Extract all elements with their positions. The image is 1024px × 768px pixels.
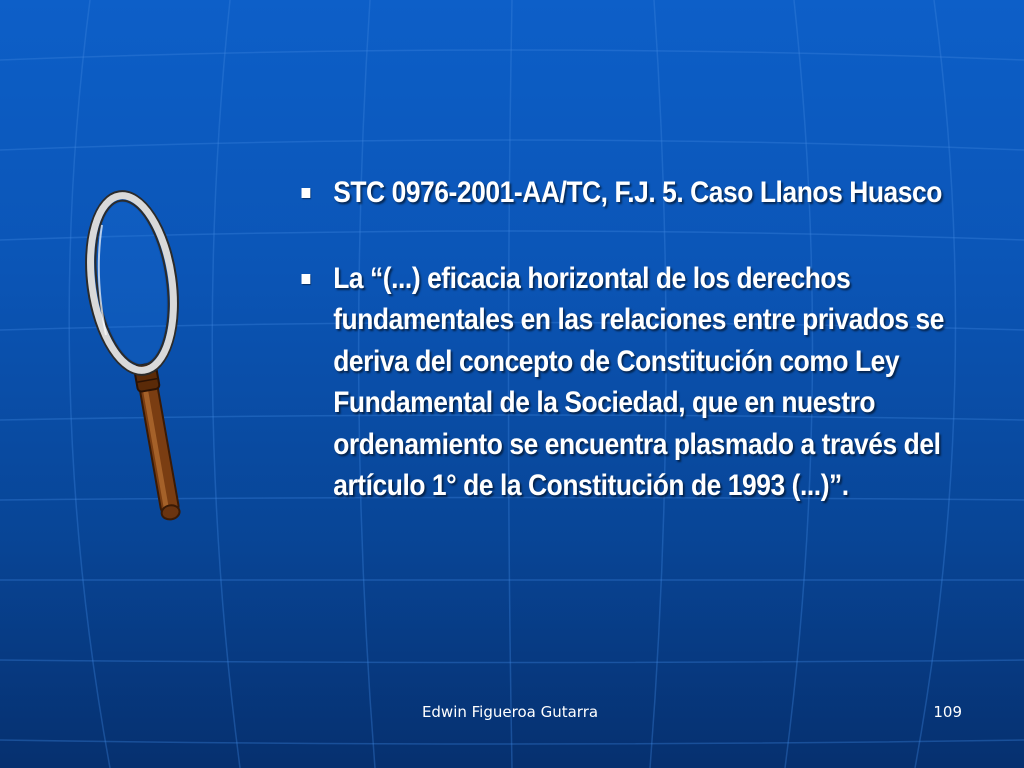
bullet-quote <box>298 258 1002 507</box>
magnifying-glass-icon <box>80 185 210 530</box>
square-bullet-icon <box>302 274 311 284</box>
bullet-case-reference <box>298 172 1002 214</box>
footer-author: Edwin Figueroa Gutarra <box>421 703 599 721</box>
bullet-text: STC 0976-2001-AA/TC, F.J. 5. Caso Llanos Huasco <box>333 176 942 209</box>
bullet-text: La “(...) eficacia horizontal de los derechos fundamentales en las relaciones entre privados se deriva del concepto de Constitución como Ley Fundamental de la Sociedad, que en nuestro ordenamiento se encuentra plasmado a través del artículo 1° de la Constitución de 1993 (...)”. <box>333 261 945 502</box>
square-bullet-icon <box>302 188 311 198</box>
page-number: 109 <box>933 703 962 721</box>
bullet-list <box>298 172 978 507</box>
